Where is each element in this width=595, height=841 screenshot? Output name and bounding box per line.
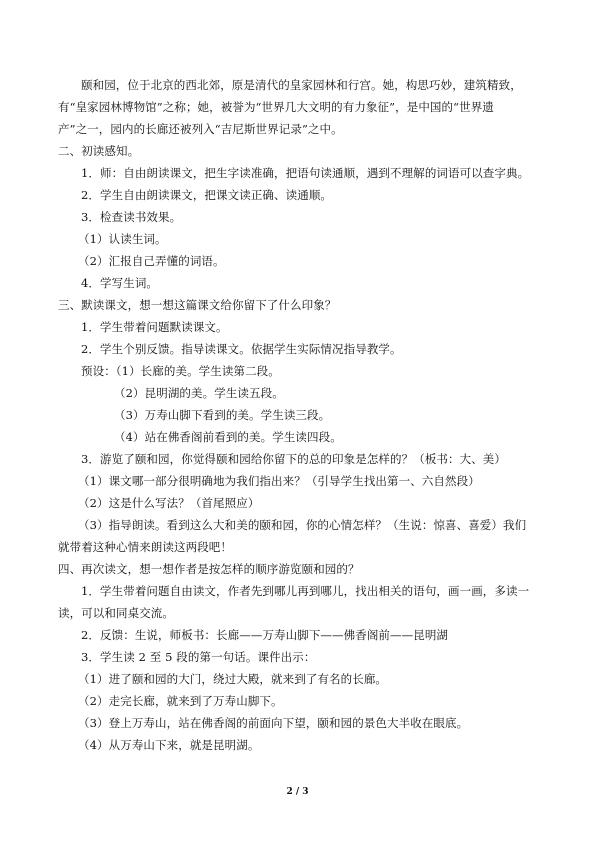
text-line: （2）这是什么写法？（首尾照应）: [78, 496, 260, 510]
text-line: （2）汇报自己弄懂的词语。: [78, 254, 225, 268]
text-line: 预设：（1）长廊的美。学生读第二段。: [81, 364, 280, 378]
text-line: （4）从万寿山下来，就是昆明湖。: [78, 738, 260, 752]
text-line: （2）走完长廊，就来到了万寿山脚下。: [78, 694, 283, 708]
text-line: 2．学生自由朗读课文，把课文读正确、读通顺。: [81, 188, 333, 202]
text-line: （1）认读生词。: [78, 232, 167, 246]
text-line: 2．学生个别反馈。指导读课文。依据学生实际情况指导教学。: [81, 342, 402, 356]
text-line: 二、初读感知。: [58, 144, 140, 158]
text-line: （1）进了颐和园的大门，绕过大殿，就来到了有名的长廊。: [78, 672, 388, 686]
text-line: 1．师：自由朗读课文，把生字读准确，把语句读通顺，遇到不理解的词语可以查字典。: [81, 166, 530, 180]
text-line: 3．学生读 2 至 5 段的第一句话。课件出示：: [81, 650, 316, 664]
text-line: 有“皇家园林博物馆”之称；她，被誉为“世界几大文明的有力象征”，是中国的“世界遗: [58, 100, 494, 114]
text-line: 2．反馈：生说，师板书：长廊——万寿山脚下——佛香阁前——昆明湖: [81, 628, 449, 642]
text-line: 三、默读课文，想一想这篇课文给你留下了什么印象？: [58, 298, 337, 312]
text-line: （3）登上万寿山，站在佛香阁的前面向下望，颐和园的景色大半收在眼底。: [78, 716, 469, 730]
text-line: （2）昆明湖的美。学生读五段。: [114, 386, 284, 400]
document-body: [58, 74, 540, 756]
text-line: （4）站在佛香阁前看到的美。学生读四段。: [114, 430, 342, 444]
text-line: 产”之一，园内的长廊还被列入“吉尼斯世界记录”之中。: [58, 122, 343, 136]
text-line: 3．游览了颐和园，你觉得颐和园给你留下的总的印象是怎样的？（板书：大、美）: [81, 452, 507, 466]
text-line: （3）指导朗读。看到这么大和美的颐和园，你的心情怎样？（生说：惊喜、喜爱）我们: [78, 518, 527, 532]
text-line: （1）课文哪一部分很明确地为我们指出来？（引导学生找出第一、六自然段）: [78, 474, 480, 488]
text-line: 3．检查读书效果。: [81, 210, 182, 224]
text-line: （3）万寿山脚下看到的美。学生读三段。: [114, 408, 331, 422]
text-line: 就带着这种心情来朗读这两段吧！: [58, 540, 232, 554]
text-line: 四、再次读文，想一想作者是按怎样的顺序游览颐和园的？: [58, 562, 360, 576]
page-number: 2 / 3: [286, 787, 309, 797]
text-line: 1．学生带着问题默读课文。: [81, 320, 228, 334]
text-line: 4．学写生词。: [81, 276, 159, 290]
text-line: 1．学生带着问题自由读文，作者先到哪儿再到哪儿，找出相关的语句，画一画，多读一: [81, 584, 530, 598]
text-line: 读，可以和同桌交流。: [58, 606, 174, 620]
text-line: 颐和园，位于北京的西北郊，原是清代的皇家园林和行宫。她，构思巧妙，建筑精致，: [81, 78, 522, 92]
